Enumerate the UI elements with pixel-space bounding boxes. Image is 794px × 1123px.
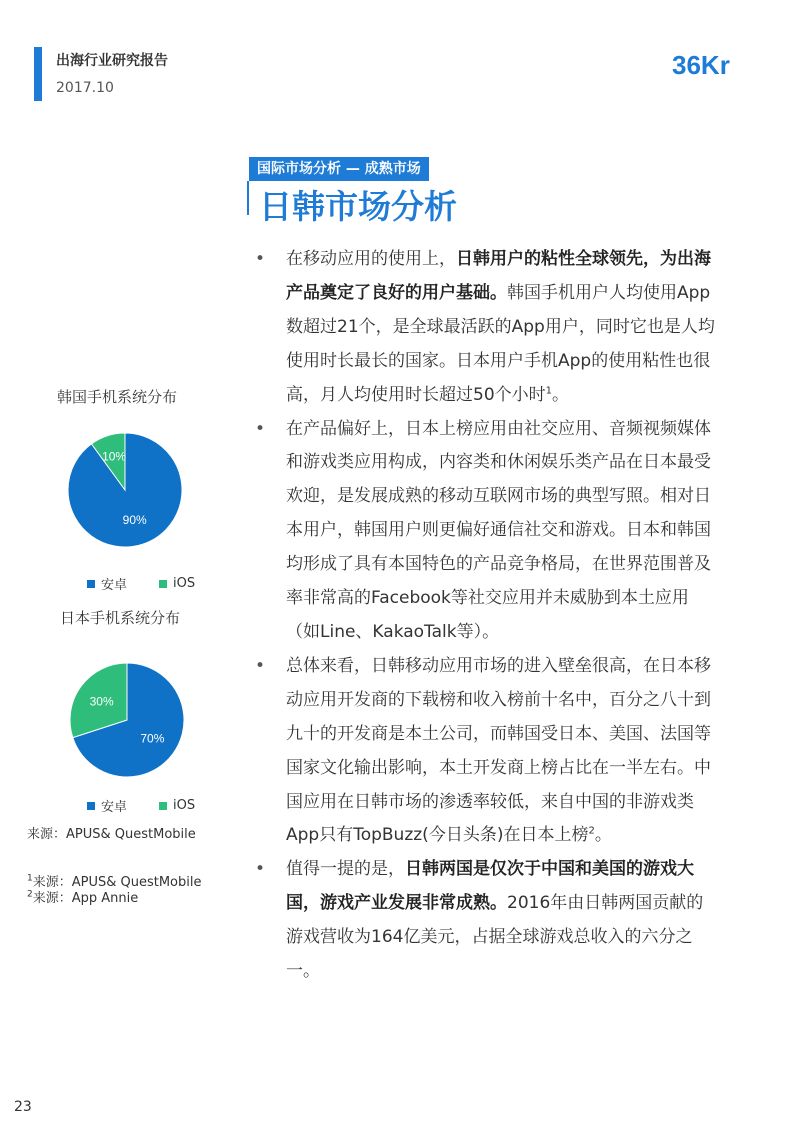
bullet-item — [255, 853, 715, 989]
japan-legend — [87, 796, 195, 815]
text-span: 在产品偏好上，日本上榜应用由社交应用、音频视频媒体和游戏类应用构成，内容类和休闲娱乐类产品在日本最受欢迎，是发展成熟的移动互联网市场的典型写照。相对日本用户，韩国用户则更偏好通信社交和游戏。日本和韩国均形成了具有本国特色的产品竞争格局，在世界范围普及率非常高的Facebook等社交应用并未威胁到本土应用（如Line、KakaoTalk等）。 — [286, 418, 711, 642]
legend-item-android — [87, 796, 127, 815]
report-title: 出海行业研究报告 — [56, 53, 168, 69]
text-span: 。 — [594, 825, 612, 846]
bold-text: 日韩用户的粘性全球领先，为出海产品奠定了良好的用户基础。 — [286, 249, 711, 303]
text-span: 2016年由日韩两国贡献的游戏营收为164亿美元，占据全球游戏总收入的六分之一。 — [286, 893, 704, 982]
legend-label: iOS — [173, 576, 196, 591]
pie-label-ios: 10% — [102, 449, 127, 464]
korea-legend — [87, 574, 195, 593]
section-tag: 国际市场分析 — 成熟市场 — [249, 157, 429, 181]
footnote-1: $^1$来源：APUS& QuestMobile — [27, 873, 202, 890]
pie-label-android: 70% — [140, 731, 165, 746]
ios-swatch — [159, 802, 167, 810]
section-title: 日韩市场分析 — [259, 187, 457, 226]
japan-chart-title: 日本手机系统分布 — [60, 609, 181, 627]
text-span: 总体来看，日韩移动应用市场的进入壁垒很高，在日本移动应用开发商的下载榜和收入榜前十名中，百分之八十到九十的开发商是本土公司，而韩国受日本、美国、法国等国家文化输出影响，本土开发商上榜占比在一半左右。中国应用在日韩市场的渗透率较低，来自中国的非游戏类App只有TopBuzz(今日头条)在日本上榜 — [286, 655, 711, 846]
bullet-item — [255, 650, 715, 853]
korea-pie-chart — [65, 430, 185, 550]
android-swatch — [87, 580, 95, 588]
bullet-list — [255, 243, 715, 989]
bold-text: 日韩两国是仅次于中国和美国的游戏大国，游戏产业发展非常成熟。 — [286, 859, 694, 914]
report-date: 2017.10 — [56, 80, 114, 96]
footnote-ref: 1 — [545, 384, 553, 396]
pie-label-ios: 30% — [89, 694, 114, 709]
page-number: 23 — [14, 1099, 32, 1115]
legend-item-ios — [159, 796, 195, 815]
legend-item-ios — [159, 574, 195, 593]
legend-label: 安卓 — [101, 800, 128, 815]
pie-label-android: 90% — [122, 512, 147, 527]
legend-item-android — [87, 574, 127, 593]
text-span: 值得一提的是， — [286, 859, 405, 880]
text-span: 。 — [552, 384, 570, 405]
text-span: 在移动应用的使用上， — [286, 249, 456, 269]
android-swatch — [87, 802, 95, 810]
bullet-item — [255, 413, 715, 650]
korea-chart-title: 韩国手机系统分布 — [57, 388, 178, 406]
chart-source: 来源：APUS& QuestMobile — [27, 827, 196, 842]
bullet-item — [255, 243, 715, 413]
text-span: 韩国手机用户人均使用App数超过21个，是全球最活跃的App用户，同时它也是人均使用时长最长的国家。日本用户手机App的使用粘性也很高，月人均使用时长超过50个小时 — [286, 282, 715, 405]
header-accent-bar — [34, 47, 42, 101]
brand-logo — [672, 44, 764, 94]
footnote-ref: 2 — [588, 825, 595, 837]
legend-label: iOS — [173, 798, 196, 813]
section-accent-line — [247, 181, 249, 215]
japan-pie-chart — [67, 660, 187, 780]
ios-swatch — [159, 580, 167, 588]
legend-label: 安卓 — [101, 578, 128, 593]
svg-text:36Kr: 36Kr — [672, 50, 730, 80]
footnote-2: $^2$来源：App Annie — [27, 889, 139, 906]
